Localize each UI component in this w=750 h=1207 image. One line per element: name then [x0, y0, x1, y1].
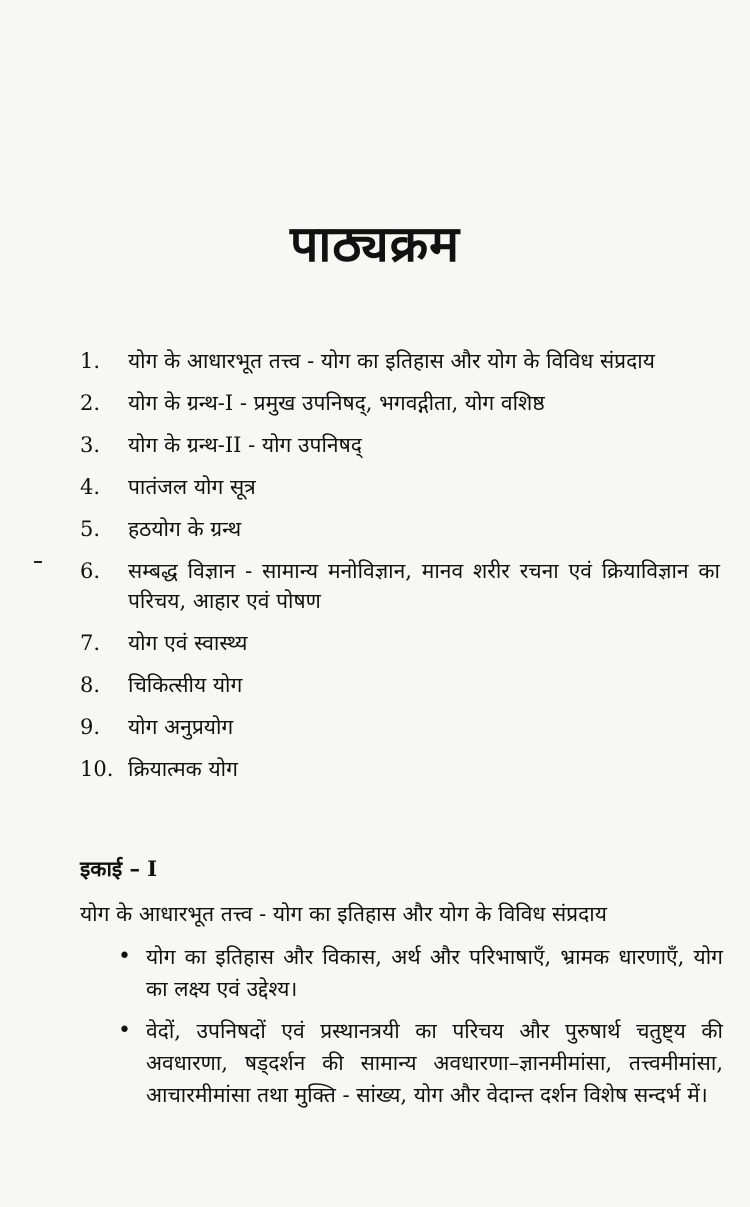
syllabus-list: [80, 346, 720, 784]
item-text: क्रियात्मक योग: [128, 757, 238, 781]
item-text: योग अनुप्रयोग: [128, 715, 234, 739]
item-text: हठयोग के ग्रन्थ: [128, 517, 242, 541]
unit-bullet: [118, 1015, 723, 1111]
unit-heading: इकाई – I: [80, 856, 158, 881]
page-title: पाठ्यक्रम: [289, 215, 461, 273]
bullet-icon: •: [118, 944, 131, 969]
item-text: सम्बद्ध विज्ञान - सामान्य मनोविज्ञान, मानव शरीर रचना एवं क्रियाविज्ञान का परिचय, आहार एवं पोषण: [128, 559, 720, 613]
item-number: 8.: [80, 673, 101, 697]
syllabus-item-10: [80, 754, 720, 784]
item-text: योग के आधारभूत तत्त्व - योग का इतिहास और योग के विविध संप्रदाय: [128, 349, 655, 373]
item-text: पातंजल योग सूत्र: [128, 475, 256, 499]
item-number: 10.: [80, 757, 114, 781]
item-text: योग के ग्रन्थ-II - योग उपनिषद्: [128, 433, 362, 457]
item-number: 3.: [80, 433, 101, 457]
item-number: 9.: [80, 715, 101, 739]
item-number: 2.: [80, 391, 101, 415]
item-number: 7.: [80, 631, 101, 655]
bullet-icon: •: [118, 1018, 131, 1043]
syllabus-item-9: [80, 712, 720, 742]
syllabus-item-8: [80, 670, 720, 700]
syllabus-item-6: [80, 556, 720, 616]
unit-bullet-list: [118, 941, 723, 1111]
item-text: योग एवं स्वास्थ्य: [128, 631, 248, 655]
item-number: 6.: [80, 559, 101, 583]
syllabus-item-3: [80, 430, 720, 460]
item-text: योग के ग्रन्थ-I - प्रमुख उपनिषद्, भगवद्गीता, योग वशिष्ठ: [128, 391, 545, 415]
item-text: चिकित्सीय योग: [128, 673, 243, 697]
syllabus-item-2: [80, 388, 720, 418]
item-number: 4.: [80, 475, 101, 499]
item-number: 5.: [80, 517, 101, 541]
syllabus-item-4: [80, 472, 720, 502]
unit-bullet: [118, 941, 723, 1005]
item-number: 1.: [80, 349, 101, 373]
syllabus-item-7: [80, 628, 720, 658]
margin-mark: [34, 561, 42, 563]
unit-subtitle: योग के आधारभूत तत्त्व - योग का इतिहास और योग के विविध संप्रदाय: [80, 902, 607, 926]
bullet-text: योग का इतिहास और विकास, अर्थ और परिभाषाएँ, भ्रामक धारणाएँ, योग का लक्ष्य एवं उद्देश्य।: [146, 945, 723, 1001]
syllabus-item-1: [80, 346, 720, 376]
bullet-text: वेदों, उपनिषदों एवं प्रस्थानत्रयी का परिचय और पुरुषार्थ चतुष्ट्य की अवधारणा, षड्दर्शन की सामान्य अवधारणा–ज्ञानमीमांसा, तत्त्वमीमांसा, आचारमीमांसा तथा मुक्ति - सांख्य, योग और वेदान्त दर्शन विशेष सन्दर्भ में।: [146, 1019, 723, 1107]
syllabus-item-5: [80, 514, 720, 544]
